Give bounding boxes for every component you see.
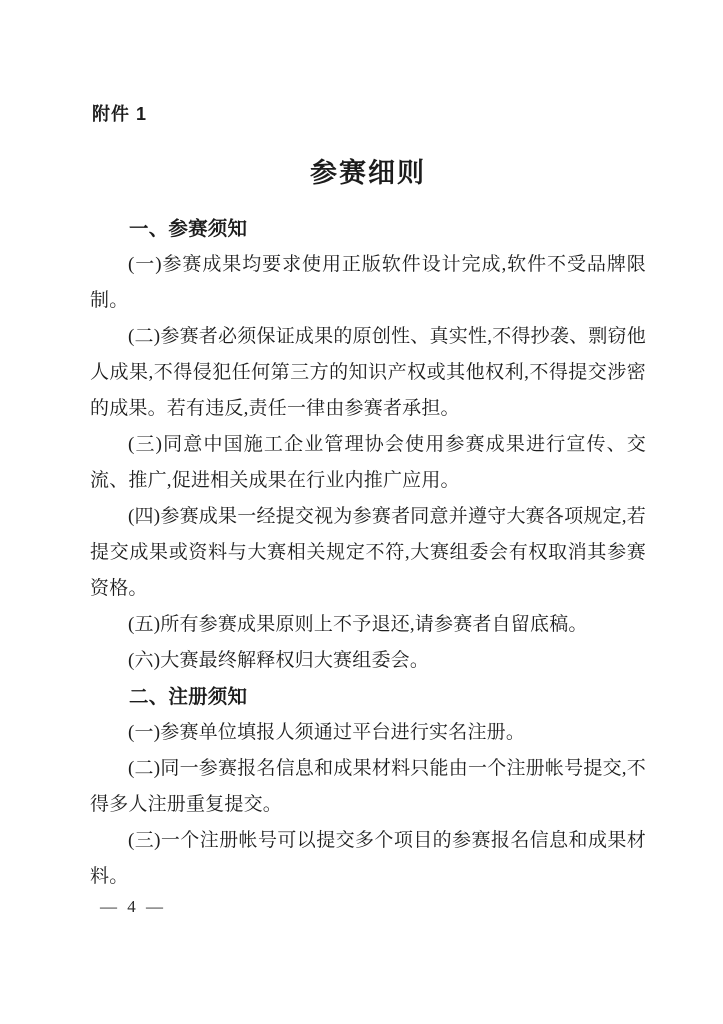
paragraph-participation-6: (六)大赛最终解释权归大赛组委会。 (128, 650, 430, 671)
paragraph-participation-5: (五)所有参赛成果原则上不予退还,请参赛者自留底稿。 (128, 614, 588, 635)
paragraph-participation-1: (一)参赛成果均要求使用正版软件设计完成,软件不受品牌限制。 (90, 254, 646, 311)
paragraph-participation-3: (三)同意中国施工企业管理协会使用参赛成果进行宣传、交流、推广,促进相关成果在行业内推广应用。 (90, 434, 646, 491)
section-heading-registration: 二、注册须知 (129, 686, 248, 708)
document-body (90, 211, 646, 895)
paragraph-registration-2: (二)同一参赛报名信息和成果材料只能由一个注册帐号提交,不得多人注册重复提交。 (90, 758, 646, 815)
paragraph-participation-2: (二)参赛者必须保证成果的原创性、真实性,不得抄袭、剽窃他人成果,不得侵犯任何第三方的知识产权或其他权利,不得提交涉密的成果。若有违反,责任一律由参赛者承担。 (90, 326, 646, 419)
paragraph-participation-4: (四)参赛成果一经提交视为参赛者同意并遵守大赛各项规定,若提交成果或资料与大赛相关规定不符,大赛组委会有权取消其参赛资格。 (90, 506, 646, 599)
paragraph-registration-3: (三)一个注册帐号可以提交多个项目的参赛报名信息和成果材料。 (90, 830, 646, 887)
section-heading-participation: 一、参赛须知 (129, 218, 248, 240)
paragraph-registration-1: (一)参赛单位填报人须通过平台进行实名注册。 (128, 722, 526, 743)
page-title: 参赛细则 (310, 158, 426, 188)
page-number: — 4 — (100, 897, 166, 916)
attachment-label: 附件 1 (92, 104, 148, 124)
